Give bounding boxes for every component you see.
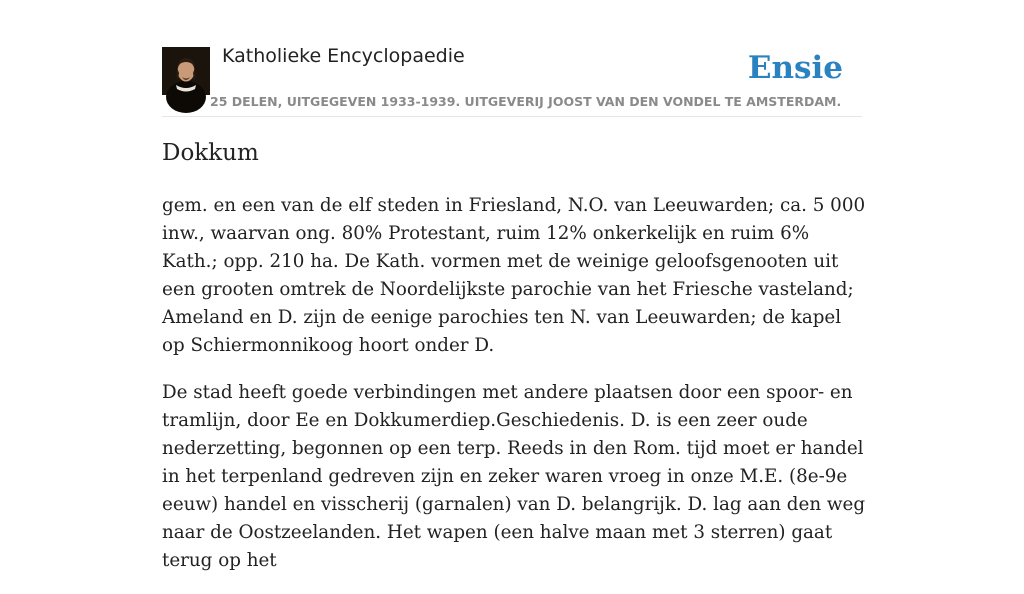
entry-paragraph: De stad heeft goede verbindingen met andere plaatsen door een spoor- en tramlijn, door Ee en Dokkumerdiep.Geschiedenis. D. is een zeer oude nederzetting, begonnen op een terp. Reeds in den Rom. tijd moet er handel in het terpenland gedreven zijn en zeker waren vroeg in onze M.E. (8e-9e eeuw) handel en visscherij (garnalen) van D. belangrijk. D. lag aan den weg naar de Oostzeelanden. Het wapen (een halve maan met 3 sterren) gaat terug op het xyxy=(162,382,866,571)
entry-body xyxy=(162,192,867,594)
source-avatar[interactable] xyxy=(162,47,210,95)
portrait-avatar-icon xyxy=(162,47,210,95)
source-header xyxy=(162,0,862,117)
source-title[interactable]: Katholieke Encyclopaedie xyxy=(222,45,465,67)
brand-logo-link[interactable]: Ensie xyxy=(747,50,843,86)
entry-paragraph: gem. en een van de elf steden in Friesland, N.O. van Leeuwarden; ca. 5 000 inw., waarvan ong. 80% Protestant, ruim 12% onkerkelijk en ruim 6% Kath.; opp. 210 ha. De Kath. vormen met de weinige geloofsgenooten uit een grooten omtrek de Noordelijkste parochie van het Friesche vasteland; Ameland en D. zijn de eenige parochies ten N. van Leeuwarden; de kapel op Schiermonnikoog hoort onder D. xyxy=(162,195,866,356)
content-container xyxy=(162,0,866,571)
source-meta: 25 DELEN, UITGEGEVEN 1933-1939. UITGEVERIJ JOOST VAN DEN VONDEL TE AMSTERDAM. xyxy=(210,94,842,109)
entry-title: Dokkum xyxy=(162,140,259,166)
